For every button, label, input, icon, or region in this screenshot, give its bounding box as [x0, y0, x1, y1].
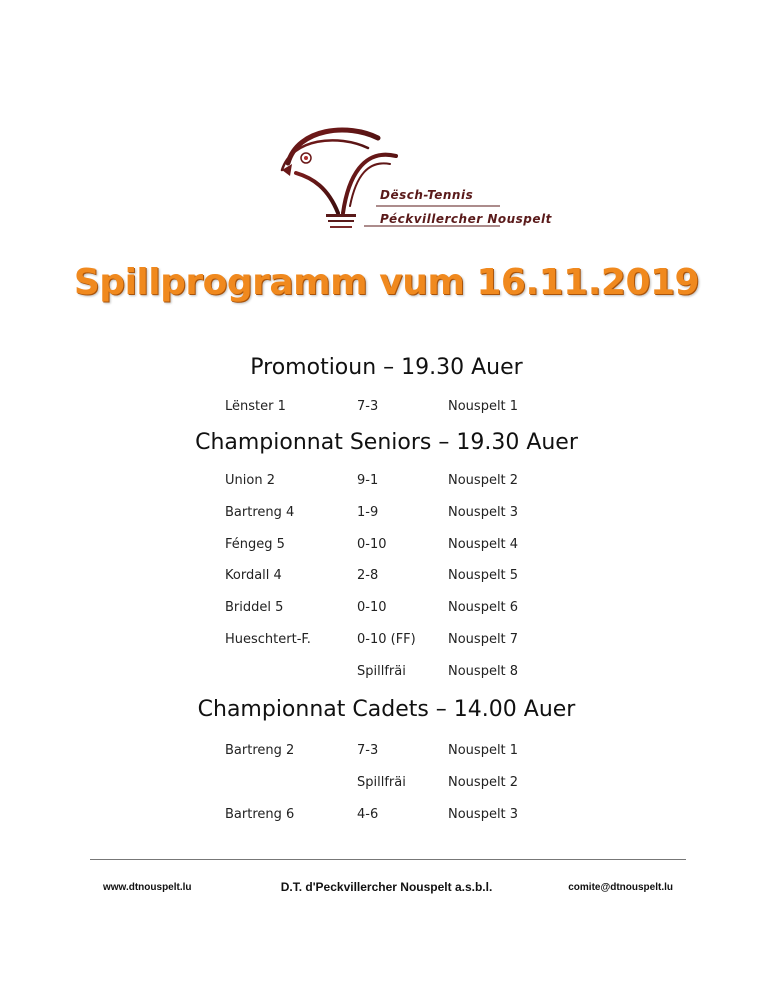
away-team: Nouspelt 2 [448, 775, 519, 790]
score: 4-6 [357, 807, 379, 822]
logo-line-2: Péckvillercher Nouspelt [380, 212, 552, 226]
table-row [0, 775, 773, 795]
footer-divider [90, 859, 686, 860]
away-team: Nouspelt 3 [448, 505, 519, 520]
home-team: Kordall 4 [225, 568, 282, 583]
section-title-promotioun: Promotioun – 19.30 Auer [250, 355, 523, 380]
home-team: Féngeg 5 [225, 537, 285, 552]
section-title-cadets: Championnat Cadets – 14.00 Auer [197, 697, 576, 722]
score: 2-8 [357, 568, 379, 583]
away-team: Nouspelt 2 [448, 473, 519, 488]
score: 7-3 [357, 399, 379, 414]
home-team: Hueschtert-F. [225, 632, 311, 647]
away-team: Nouspelt 8 [448, 664, 519, 679]
footer-email: comite@dtnouspelt.lu [568, 882, 673, 893]
section-title-seniors: Championnat Seniors – 19.30 Auer [195, 430, 578, 455]
table-row [0, 632, 773, 652]
score: 0-10 (FF) [357, 632, 416, 647]
away-team: Nouspelt 3 [448, 807, 519, 822]
logo-line-1: Dësch-Tennis [380, 188, 474, 202]
table-row [0, 807, 773, 827]
table-row [0, 743, 773, 763]
away-team: Nouspelt 7 [448, 632, 519, 647]
score: 9-1 [357, 473, 379, 488]
footer-club-name: D.T. d'Peckvillercher Nouspelt a.s.b.l. [280, 880, 493, 894]
table-row [0, 600, 773, 620]
score: Spillfräi [357, 775, 406, 790]
home-team: Lënster 1 [225, 399, 286, 414]
home-team: Bartreng 6 [225, 807, 295, 822]
home-team: Bartreng 2 [225, 743, 295, 758]
away-team: Nouspelt 5 [448, 568, 519, 583]
footer-website: www.dtnouspelt.lu [103, 882, 192, 893]
away-team: Nouspelt 1 [448, 743, 519, 758]
home-team: Bartreng 4 [225, 505, 295, 520]
home-team: Briddel 5 [225, 600, 284, 615]
score: 0-10 [357, 600, 387, 615]
score: 0-10 [357, 537, 387, 552]
away-team: Nouspelt 6 [448, 600, 519, 615]
score: 1-9 [357, 505, 379, 520]
table-row [0, 399, 773, 419]
away-team: Nouspelt 4 [448, 537, 519, 552]
table-row [0, 505, 773, 525]
club-logo [268, 118, 552, 240]
table-row [0, 473, 773, 493]
score: Spillfräi [357, 664, 406, 679]
page-title: Spillprogramm vum 16.11.2019 [73, 262, 700, 303]
away-team: Nouspelt 1 [448, 399, 519, 414]
table-row [0, 568, 773, 588]
score: 7-3 [357, 743, 379, 758]
home-team: Union 2 [225, 473, 275, 488]
table-row [0, 537, 773, 557]
table-row [0, 664, 773, 684]
